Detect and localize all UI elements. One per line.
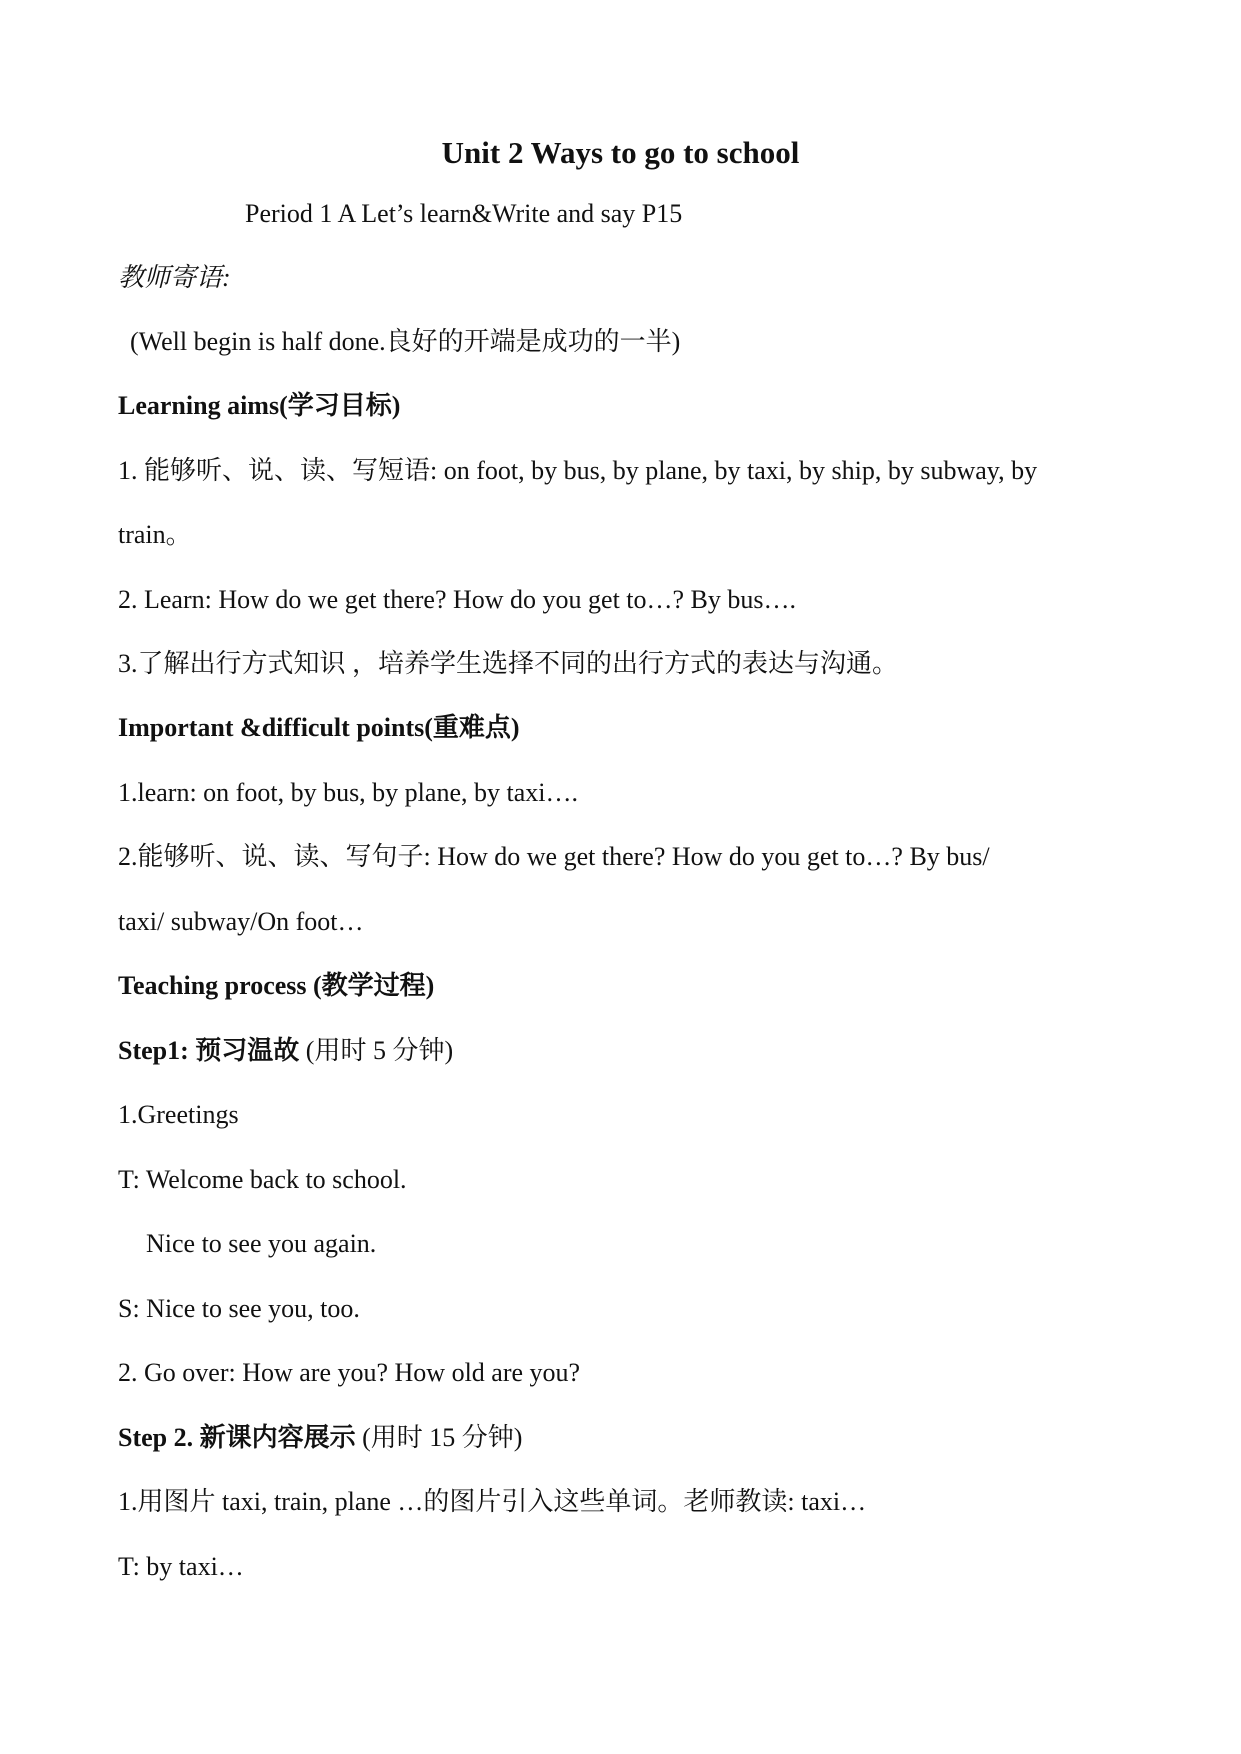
aim-item-1: 1. 能够听、说、读、写短语: on foot, by bus, by plane, by taxi, by ship, by subway, by — [118, 456, 1038, 485]
teacher-line-1: T: Welcome back to school. — [118, 1165, 407, 1194]
aim-item-3: 3.了解出行方式知识 ，培养学生选择不同的出行方式的表达与沟通。 — [118, 649, 899, 678]
step2-time: (用时 15 分钟) — [355, 1423, 523, 1452]
motto-text: (Well begin is half done.良好的开端是成功的一半) — [130, 327, 681, 356]
step2-label: Step 2. 新课内容展示 — [118, 1423, 356, 1452]
teacher-line-2: Nice to see you again. — [146, 1229, 377, 1258]
key-point-2: 2.能够听、说、读、写句子: How do we get there? How do you get to…? By bus/ — [118, 842, 990, 871]
teacher-line-3: T: by taxi… — [118, 1552, 244, 1581]
step2-line — [118, 1422, 522, 1454]
document-title: Unit 2 Ways to go to school — [441, 135, 800, 170]
key-point-1: 1.learn: on foot, by bus, by plane, by taxi…. — [118, 778, 578, 807]
motto-label: 教师寄语: — [118, 263, 231, 292]
go-over-item: 2. Go over: How are you? How old are you? — [118, 1358, 581, 1387]
step1-line — [118, 1035, 453, 1067]
key-point-2-cont: taxi/ subway/On foot… — [118, 907, 364, 936]
greetings-item: 1.Greetings — [118, 1100, 239, 1129]
aim-item-1-cont: train。 — [118, 520, 192, 549]
key-points-heading: Important &difficult points(重难点) — [118, 713, 520, 742]
teaching-process-heading: Teaching process (教学过程) — [118, 971, 435, 1000]
student-line-1: S: Nice to see you, too. — [118, 1294, 360, 1323]
step1-label: Step1: 预习温故 — [118, 1036, 300, 1065]
picture-item: 1.用图片 taxi, train, plane …的图片引入这些单词。老师教读: taxi… — [118, 1487, 867, 1516]
aim-item-2: 2. Learn: How do we get there? How do you get to…? By bus…. — [118, 585, 797, 614]
learning-aims-heading: Learning aims(学习目标) — [118, 391, 401, 420]
step1-time: (用时 5 分钟) — [299, 1036, 454, 1065]
period-subtitle: Period 1 A Let’s learn&Write and say P15 — [245, 199, 683, 228]
